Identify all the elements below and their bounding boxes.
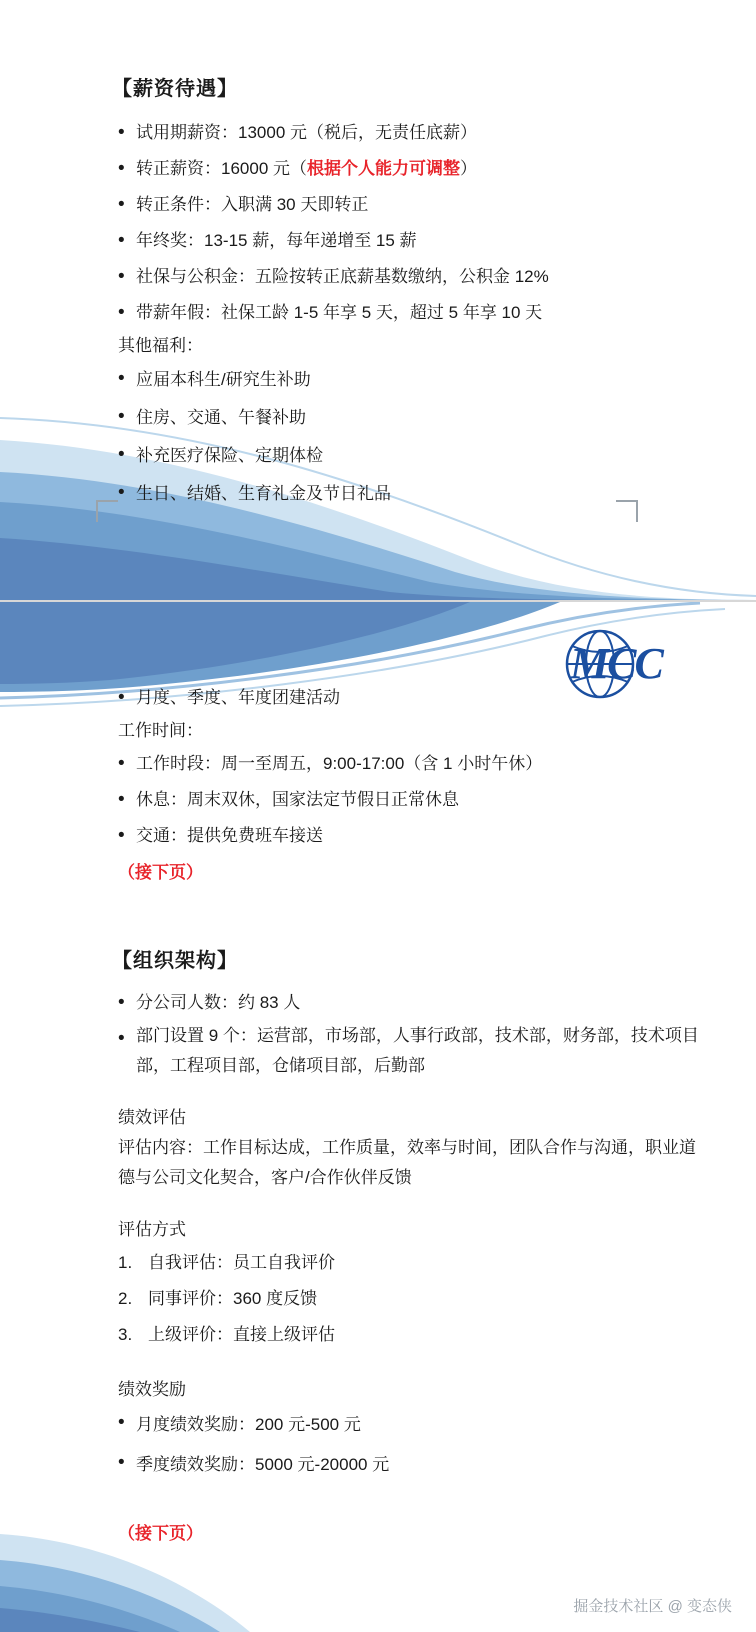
numbered-text: 同事评价：360 度反馈 bbox=[148, 1289, 318, 1308]
list-item bbox=[40, 1445, 716, 1485]
footer-credit: 掘金技术社区 @ 变态侠 bbox=[573, 1598, 732, 1615]
mcc-logo bbox=[548, 626, 698, 704]
mcc-logo-text: MCC bbox=[570, 639, 662, 688]
bullet-text: 补充医疗保险、定期体检 bbox=[136, 446, 323, 465]
org-bullet-list bbox=[40, 985, 716, 1081]
list-item bbox=[40, 782, 716, 818]
bullet-text: 交通：提供免费班车接送 bbox=[136, 826, 323, 845]
slide-salary-benefits bbox=[0, 0, 756, 600]
bullet-highlight: 根据个人能力可调整 bbox=[307, 159, 460, 178]
corner-mark-left bbox=[96, 500, 118, 522]
bullet-text: 休息：周末双休，国家法定节假日正常休息 bbox=[136, 790, 459, 809]
bullet-text: 工作时段：周一至周五，9:00-17:00（含 1 小时午休） bbox=[136, 754, 543, 773]
list-item bbox=[40, 1021, 716, 1081]
section-title-org: 【组织架构】 bbox=[112, 950, 238, 972]
list-item bbox=[40, 223, 716, 259]
list-item bbox=[40, 151, 716, 187]
continue-note-1: （接下页） bbox=[118, 863, 203, 882]
list-item bbox=[40, 985, 716, 1021]
spacer bbox=[40, 1193, 716, 1215]
bullet-text: 住房、交通、午餐补助 bbox=[136, 408, 306, 427]
bullet-text: 分公司人数：约 83 人 bbox=[136, 993, 301, 1012]
other-benefits-label: 其他福利： bbox=[118, 336, 203, 355]
bullet-text: 月度绩效奖励：200 元-500 元 bbox=[136, 1415, 361, 1434]
slide-divider bbox=[0, 600, 756, 602]
slide2-content bbox=[0, 602, 756, 1549]
list-item bbox=[40, 1281, 716, 1317]
list-item bbox=[40, 475, 716, 513]
spacer bbox=[40, 1081, 716, 1103]
eval-method-title: 评估方式 bbox=[118, 1220, 186, 1239]
list-item bbox=[40, 259, 716, 295]
bullet-text: 应届本科生/研究生补助 bbox=[136, 370, 311, 389]
bullet-text: 试用期薪资：13000 元（税后，无责任底薪） bbox=[136, 123, 477, 142]
continue-note-2: （接下页） bbox=[118, 1524, 203, 1543]
spacer bbox=[40, 1485, 716, 1519]
section-title-salary: 【薪资待遇】 bbox=[112, 78, 238, 100]
eval-method-list bbox=[40, 1245, 716, 1353]
bullet-text: 转正薪资：16000 元（ bbox=[136, 159, 307, 178]
bullet-text: 转正条件：入职满 30 天即转正 bbox=[136, 195, 369, 214]
list-item bbox=[40, 295, 716, 331]
list-item bbox=[40, 399, 716, 437]
list-item bbox=[40, 1405, 716, 1445]
list-item bbox=[40, 187, 716, 223]
bullet-text: 带薪年假：社保工龄 1-5 年享 5 天，超过 5 年享 10 天 bbox=[136, 303, 543, 322]
spacer bbox=[40, 888, 716, 922]
salary-bullet-list bbox=[40, 115, 716, 331]
bullet-suffix: ） bbox=[460, 159, 477, 178]
bullet-text: 生日、结婚、生育礼金及节日礼品 bbox=[136, 484, 391, 503]
work-time-label: 工作时间： bbox=[118, 721, 203, 740]
work-time-list bbox=[40, 746, 716, 854]
other-benefits-list bbox=[40, 361, 716, 513]
list-item bbox=[40, 746, 716, 782]
slide-org-structure bbox=[0, 602, 756, 1632]
spacer bbox=[40, 1353, 716, 1375]
numbered-text: 上级评价：直接上级评估 bbox=[148, 1325, 335, 1344]
bullet-text: 社保与公积金：五险按转正底薪基数缴纳，公积金 12% bbox=[136, 267, 549, 286]
corner-mark-right bbox=[616, 500, 638, 522]
list-item bbox=[40, 818, 716, 854]
list-item bbox=[40, 361, 716, 399]
list-item bbox=[40, 1317, 716, 1353]
spacer bbox=[40, 922, 716, 944]
slide1-content bbox=[0, 0, 756, 513]
bullet-text: 季度绩效奖励：5000 元-20000 元 bbox=[136, 1455, 390, 1474]
bullet-text: 部门设置 9 个：运营部，市场部，人事行政部，技术部，财务部，技术项目部，工程项目部，仓储项目部，后勤部 bbox=[136, 1026, 699, 1075]
perf-eval-title: 绩效评估 bbox=[118, 1108, 186, 1127]
perf-bonus-list bbox=[40, 1405, 716, 1485]
list-item bbox=[40, 1245, 716, 1281]
bullet-text: 年终奖：13-15 薪，每年递增至 15 薪 bbox=[136, 231, 417, 250]
list-item bbox=[40, 437, 716, 475]
numbered-text: 自我评估：员工自我评价 bbox=[148, 1253, 335, 1272]
list-item bbox=[40, 115, 716, 151]
perf-bonus-title: 绩效奖励 bbox=[118, 1380, 186, 1399]
bullet-text: 月度、季度、年度团建活动 bbox=[136, 688, 340, 707]
perf-eval-content: 评估内容：工作目标达成，工作质量，效率与时间，团队合作与沟通，职业道德与公司文化契合，客户/合作伙伴反馈 bbox=[118, 1138, 696, 1187]
